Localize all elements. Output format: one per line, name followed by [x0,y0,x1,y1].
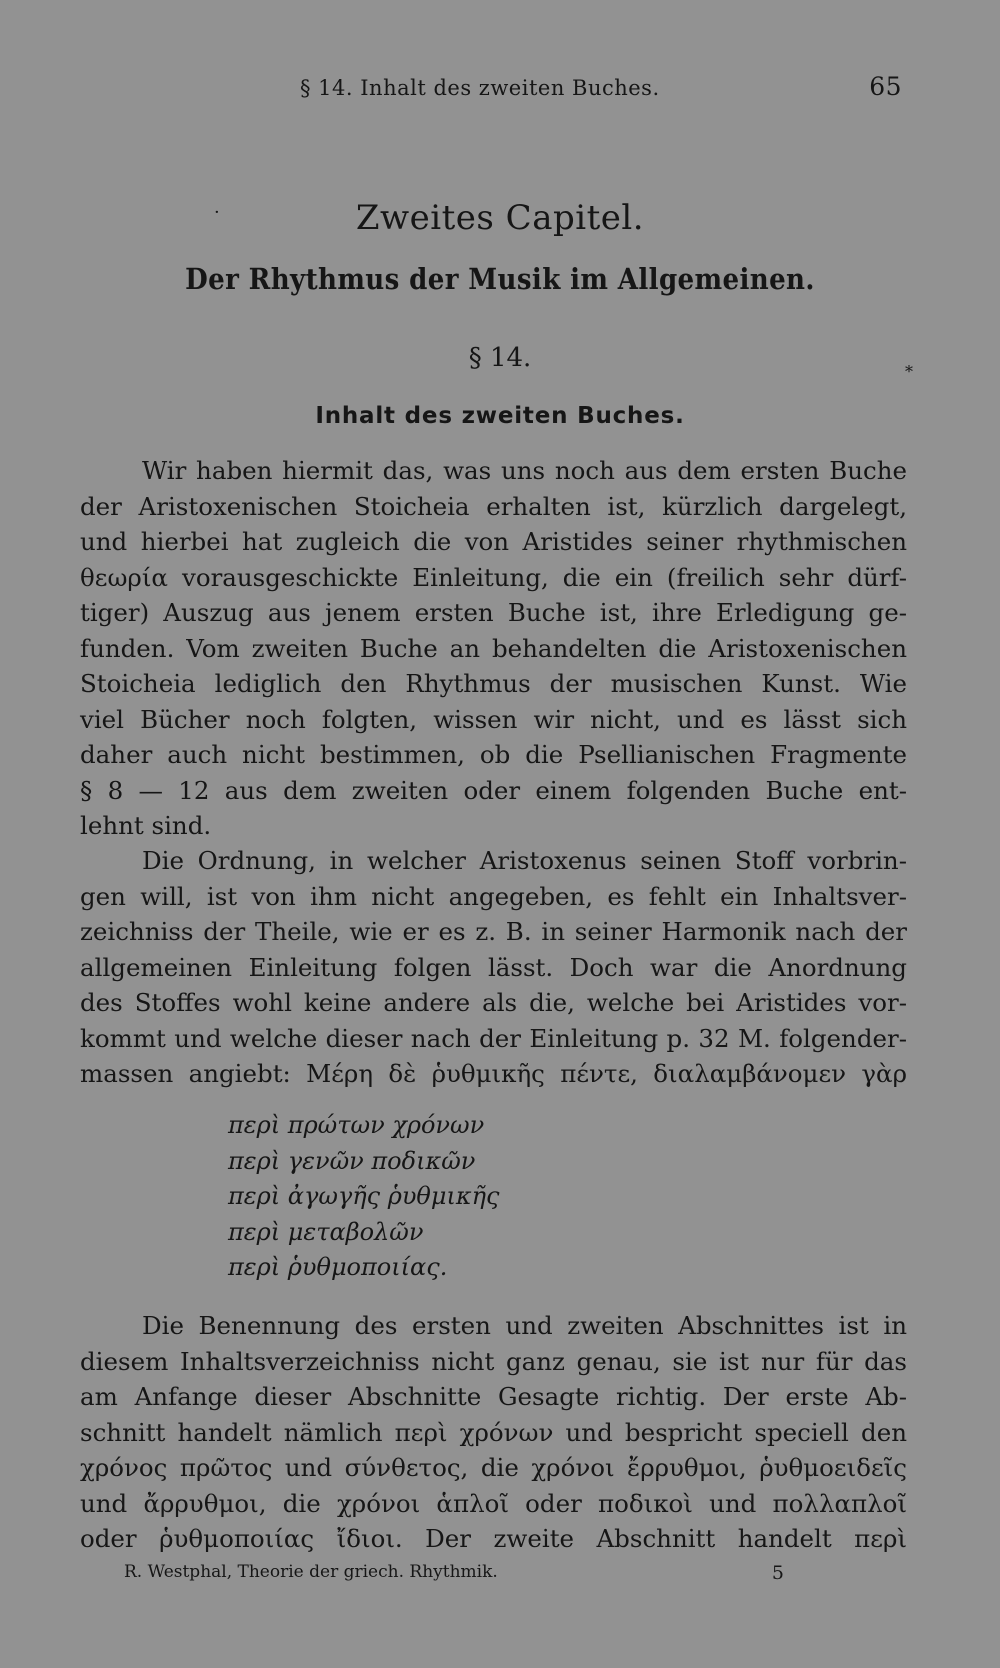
text-line: und hierbei hat zugleich die von Aristides seiner rhythmischen [80,527,907,556]
text-line: oder ῥυθμοποιίας ἴδιοι. Der zweite Abschnitt handelt περὶ [80,1524,907,1553]
text-line: Stoicheia lediglich den Rhythmus der musischen Kunst. Wie [80,669,907,698]
running-header-section: § 14. Inhalt des zweiten Buches. [300,76,660,100]
text-line: θεωρία vorausgeschickte Einleitung, die ein (freilich sehr dürf- [80,562,907,592]
paragraph-2 [80,843,907,1092]
text-line: massen angiebt: Μέρη δὲ ῥυθμικῆς πέντε, διαλαμβάνομεν γὰρ [80,1059,907,1088]
paragraph-3 [80,1308,907,1557]
page-footer [124,1562,784,1582]
greek-list [228,1108,728,1286]
section-number: § 14. [468,343,532,373]
text-line: der Aristoxenischen Stoicheia erhalten ist, kürzlich dargelegt, [80,491,907,521]
page-number: 65 [869,72,902,101]
footer-text: R. Westphal, Theorie der griech. Rhythmik. [124,1562,498,1582]
text-line: allgemeinen Einleitung folgen lässt. Doch war die Anordnung [80,952,907,982]
list-item: περὶ γενῶν ποδικῶν [228,1146,476,1175]
text-line: § 8 — 12 aus dem zweiten oder einem folgenden Buche ent- [80,775,907,805]
chapter-title: Zweites Capitel. [355,198,645,238]
text-line: schnitt handelt nämlich περὶ χρόνων und bespricht speciell den [80,1417,907,1447]
stray-mark: · [214,202,220,223]
chapter-subtitle: Der Rhythmus der Musik im Allgemeinen. [185,262,815,296]
text-line: χρόνος πρῶτος und σύνθετος, die χρόνοι ἔρρυθμοι, ῥυθμοειδεῖς [80,1453,907,1482]
text-line: gen will, ist von ihm nicht angegeben, es fehlt ein Inhaltsver- [80,881,907,911]
list-item: περὶ μεταβολῶν [228,1217,424,1246]
text-line: lehnt sind. [80,811,212,840]
text-line: daher auch nicht bestimmen, ob die Psellianischen Fragmente [80,740,907,769]
text-line: am Anfange dieser Abschnitte Gesagte richtig. Der erste Ab- [80,1382,907,1411]
text-line: tiger) Auszug aus jenem ersten Buche ist, ihre Erledigung ge- [80,598,907,627]
section-title: Inhalt des zweiten Buches. [315,403,685,429]
text-line: diesem Inhaltsverzeichniss nicht ganz genau, sie ist nur für das [80,1346,907,1376]
text-line: kommt und welche dieser nach der Einleitung p. 32 M. folgender- [80,1023,907,1053]
paragraph-1 [80,453,907,844]
list-item: περὶ ἀγωγῆς ῥυθμικῆς [228,1182,500,1210]
text-line: zeichniss der Theile, wie er es z. B. in seiner Harmonik nach der [80,917,907,946]
text-line: funden. Vom zweiten Buche an behandelten die Aristoxenischen [80,633,907,663]
text-line: und ἄρρυθμοι, die χρόνοι ἁπλοῖ oder ποδικοὶ und πολλαπλοῖ [80,1488,907,1518]
running-header [300,72,910,110]
text-line: des Stoffes wohl keine andere als die, welche bei Aristides vor- [80,988,907,1017]
text-line: Die Ordnung, in welcher Aristoxenus seinen Stoff vorbrin- [142,846,907,875]
signature-mark: 5 [771,1562,784,1584]
text-line: viel Bücher noch folgten, wissen wir nicht, und es lässt sich [80,704,907,734]
list-item: περὶ ῥυθμοποιίας. [228,1253,448,1281]
text-line: Wir haben hiermit das, was uns noch aus dem ersten Buche [142,456,907,485]
footnote-star: * [905,362,913,381]
text-line: Die Benennung des ersten und zweiten Abschnittes ist in [142,1311,907,1340]
list-item: περὶ πρώτων χρόνων [228,1111,485,1139]
